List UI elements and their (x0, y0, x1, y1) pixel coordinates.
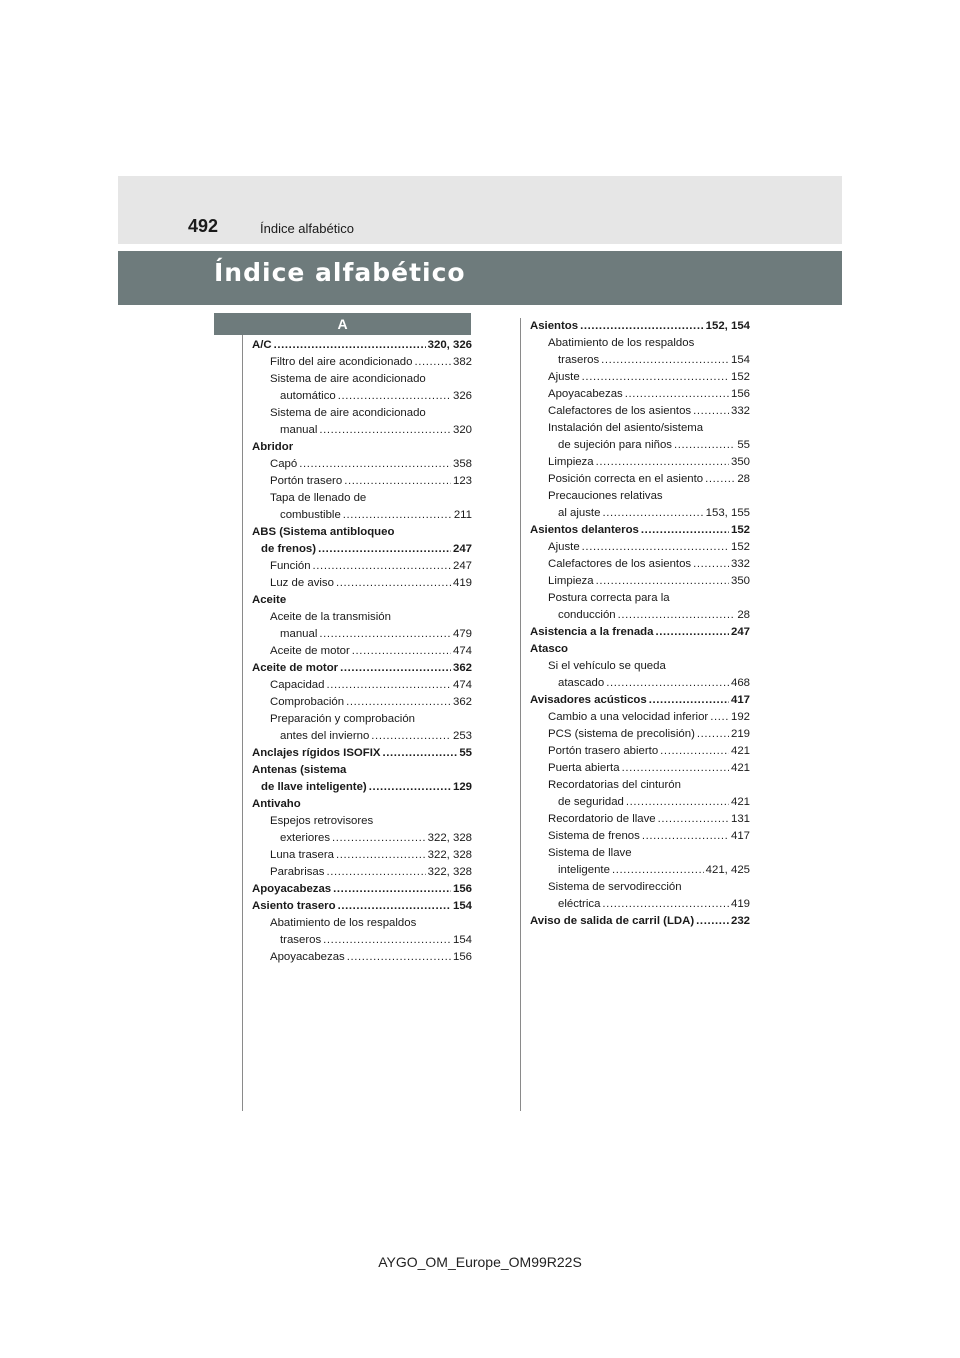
entry-page-number: 362 (452, 662, 472, 674)
dot-leader (371, 728, 451, 745)
index-entry[interactable] (252, 456, 472, 473)
column-divider-left (242, 313, 243, 1111)
index-heading: Precauciones relativas (548, 490, 663, 502)
entry-page-number: 156 (452, 951, 472, 963)
entry-label: Sistema de frenos (548, 830, 640, 842)
index-entry[interactable] (252, 473, 472, 490)
index-heading: Sistema de aire acondicionado (270, 373, 426, 385)
index-entry[interactable] (252, 745, 472, 762)
entry-page-number: 419 (730, 898, 750, 910)
entry-label: conducción (558, 609, 616, 621)
entry-label: combustible (280, 509, 341, 521)
dot-leader (352, 643, 451, 660)
letter-heading: A (214, 313, 471, 335)
dot-leader (369, 779, 451, 796)
entry-label: manual (280, 628, 318, 640)
dot-leader (658, 811, 729, 828)
index-entry[interactable] (530, 352, 750, 369)
entry-page-number: 421 (730, 796, 750, 808)
index-entry[interactable] (530, 573, 750, 590)
entry-label: Asistencia a la frenada (530, 626, 654, 638)
dot-leader (336, 847, 426, 864)
entry-page-number: 153, 155 (705, 507, 750, 519)
entry-page-number: 362 (452, 696, 472, 708)
dot-leader (338, 388, 451, 405)
index-entry[interactable] (530, 726, 750, 743)
entry-page-number: 326 (452, 390, 472, 402)
index-entry[interactable] (530, 896, 750, 913)
entry-page-number: 468 (730, 677, 750, 689)
index-entry[interactable] (530, 828, 750, 845)
index-entry[interactable] (530, 811, 750, 828)
entry-label: Ajuste (548, 371, 580, 383)
entry-page-number: 192 (730, 711, 750, 723)
dot-leader (336, 575, 451, 592)
entry-page-number: 129 (452, 781, 472, 793)
index-entry[interactable] (252, 898, 472, 915)
entry-label: Comprobación (270, 696, 345, 708)
chapter-title: Índice alfabético (214, 258, 466, 287)
index-heading: Sistema de llave (548, 847, 632, 859)
entry-label: Recordatorio de llave (548, 813, 656, 825)
dot-leader (602, 505, 703, 522)
entry-label: Capó (270, 458, 298, 470)
entry-label: traseros (280, 934, 322, 946)
entry-label: de sujeción para niños (558, 439, 672, 451)
index-entry[interactable] (252, 354, 472, 371)
index-heading: Instalación del asiento/sistema (548, 422, 704, 434)
dot-leader (697, 726, 729, 743)
entry-label: Calefactores de los asientos (548, 405, 692, 417)
entry-page-number: 247 (452, 543, 472, 555)
entry-page-number: 152 (730, 541, 750, 553)
index-entry[interactable] (530, 437, 750, 454)
entry-page-number: 28 (737, 609, 750, 621)
index-heading: Aceite (252, 594, 287, 606)
column-divider-right (520, 318, 521, 1111)
entry-label: Filtro del aire acondicionado (270, 356, 413, 368)
entry-page-number: 474 (452, 679, 472, 691)
entry-page-number: 154 (452, 934, 472, 946)
dot-leader (347, 949, 451, 966)
dot-leader (606, 675, 729, 692)
dot-leader (319, 422, 451, 439)
index-entry[interactable] (530, 607, 750, 624)
page-number: 492 (188, 216, 219, 236)
entry-label: Luna trasera (270, 849, 334, 861)
entry-label: Puerta abierta (548, 762, 620, 774)
dot-leader (649, 692, 729, 709)
dot-leader (319, 626, 451, 643)
entry-page-number: 152, 154 (705, 320, 750, 332)
index-entry[interactable] (252, 881, 472, 898)
entry-page-number: 55 (737, 439, 750, 451)
dot-leader (625, 386, 729, 403)
entry-label: Asientos (530, 320, 579, 332)
index-heading: ABS (Sistema antibloqueo (252, 526, 395, 538)
entry-page-number: 358 (452, 458, 472, 470)
entry-label: Apoyacabezas (270, 951, 345, 963)
entry-page-number: 322, 328 (427, 832, 472, 844)
index-column-right (530, 318, 750, 930)
index-heading: Antenas (sistema (252, 764, 347, 776)
index-heading: Recordatorias del cinturón (548, 779, 681, 791)
entry-label: automático (280, 390, 336, 402)
entry-label: Asientos delanteros (530, 524, 639, 536)
index-entry[interactable] (252, 337, 472, 354)
dot-leader (710, 709, 729, 726)
entry-label: Portón trasero (270, 475, 343, 487)
dot-leader (642, 828, 729, 845)
entry-page-number: 154 (452, 900, 472, 912)
index-heading: Atasco (530, 643, 568, 655)
dot-leader (346, 694, 451, 711)
entry-page-number: 350 (730, 456, 750, 468)
index-entry[interactable] (530, 318, 750, 335)
index-entry[interactable] (252, 575, 472, 592)
dot-leader (274, 337, 426, 354)
index-heading: Espejos retrovisores (270, 815, 374, 827)
entry-page-number: 131 (730, 813, 750, 825)
entry-page-number: 417 (730, 830, 750, 842)
entry-label: manual (280, 424, 318, 436)
dot-leader (582, 369, 729, 386)
index-entry[interactable] (530, 760, 750, 777)
entry-page-number: 382 (452, 356, 472, 368)
entry-page-number: 219 (730, 728, 750, 740)
index-heading: Aceite de la transmisión (270, 611, 391, 623)
entry-label: de seguridad (558, 796, 624, 808)
entry-label: Luz de aviso (270, 577, 334, 589)
index-entry[interactable] (530, 471, 750, 488)
entry-label: Cambio a una velocidad inferior (548, 711, 709, 723)
index-heading: Postura correcta para la (548, 592, 670, 604)
entry-page-number: 152 (730, 371, 750, 383)
index-entry[interactable] (530, 539, 750, 556)
dot-leader (333, 881, 451, 898)
entry-label: de llave inteligente) (261, 781, 367, 793)
entry-label: de frenos) (261, 543, 317, 555)
entry-page-number: 421 (730, 762, 750, 774)
index-heading: Abatimiento de los respaldos (270, 917, 417, 929)
index-heading: Sistema de servodirección (548, 881, 682, 893)
dot-leader (344, 473, 451, 490)
index-heading: Antivaho (252, 798, 301, 810)
dot-leader (343, 507, 452, 524)
dot-leader (323, 932, 451, 949)
entry-label: A/C (252, 339, 272, 351)
entry-page-number: 123 (452, 475, 472, 487)
dot-leader (705, 471, 735, 488)
index-entry[interactable] (252, 830, 472, 847)
entry-page-number: 28 (737, 473, 750, 485)
entry-label: Apoyacabezas (252, 883, 332, 895)
entry-label: Aceite de motor (270, 645, 350, 657)
entry-page-number: 322, 328 (427, 866, 472, 878)
entry-page-number: 154 (730, 354, 750, 366)
index-heading: Preparación y comprobación (270, 713, 415, 725)
entry-label: Asiento trasero (252, 900, 336, 912)
entry-page-number: 421, 425 (705, 864, 750, 876)
entry-label: Parabrisas (270, 866, 325, 878)
index-entry[interactable] (530, 403, 750, 420)
entry-label: Capacidad (270, 679, 325, 691)
entry-label: traseros (558, 354, 600, 366)
index-entry[interactable] (530, 386, 750, 403)
entry-label: Función (270, 560, 311, 572)
dot-leader (612, 862, 704, 879)
dot-leader (655, 624, 729, 641)
entry-page-number: 156 (730, 388, 750, 400)
entry-label: Ajuste (548, 541, 580, 553)
entry-page-number: 247 (452, 560, 472, 572)
dot-leader (622, 760, 729, 777)
dot-leader (340, 660, 451, 677)
dot-leader (602, 896, 729, 913)
index-entry[interactable] (252, 626, 472, 643)
index-entry[interactable] (530, 709, 750, 726)
dot-leader (338, 898, 451, 915)
dot-leader (596, 573, 729, 590)
entry-label: Apoyacabezas (548, 388, 623, 400)
entry-page-number: 332 (730, 405, 750, 417)
entry-page-number: 419 (452, 577, 472, 589)
dot-leader (580, 318, 704, 335)
index-entry[interactable] (530, 505, 750, 522)
index-entry[interactable] (252, 949, 472, 966)
index-entry[interactable] (252, 779, 472, 796)
index-heading: Tapa de llenado de (270, 492, 367, 504)
index-entry[interactable] (252, 541, 472, 558)
index-heading: Si el vehículo se queda (548, 660, 666, 672)
dot-leader (326, 864, 425, 881)
index-entry[interactable] (252, 388, 472, 405)
entry-page-number: 320 (452, 424, 472, 436)
entry-page-number: 253 (452, 730, 472, 742)
index-column-left (252, 337, 472, 966)
index-entry[interactable] (530, 522, 750, 539)
entry-page-number: 417 (730, 694, 750, 706)
entry-label: exteriores (280, 832, 331, 844)
header-band (118, 176, 842, 244)
index-entry[interactable] (530, 794, 750, 811)
index-entry[interactable] (252, 660, 472, 677)
index-entry[interactable] (252, 643, 472, 660)
index-entry[interactable] (530, 624, 750, 641)
entry-page-number: 247 (730, 626, 750, 638)
entry-page-number: 55 (459, 747, 472, 759)
entry-page-number: 156 (452, 883, 472, 895)
dot-leader (326, 677, 451, 694)
index-entry[interactable] (252, 422, 472, 439)
entry-page-number: 474 (452, 645, 472, 657)
dot-leader (693, 403, 729, 420)
dot-leader (601, 352, 729, 369)
index-entry[interactable] (530, 675, 750, 692)
entry-label: Posición correcta en el asiento (548, 473, 704, 485)
entry-page-number: 350 (730, 575, 750, 587)
index-entry[interactable] (252, 864, 472, 881)
entry-label: al ajuste (558, 507, 601, 519)
index-entry[interactable] (530, 692, 750, 709)
dot-leader (318, 541, 451, 558)
index-entry[interactable] (530, 743, 750, 760)
entry-label: Calefactores de los asientos (548, 558, 692, 570)
dot-leader (693, 556, 729, 573)
entry-page-number: 211 (453, 509, 472, 521)
index-entry[interactable] (252, 932, 472, 949)
entry-label: Limpieza (548, 456, 594, 468)
index-heading: Abridor (252, 441, 294, 453)
entry-page-number: 421 (730, 745, 750, 757)
index-entry[interactable] (252, 847, 472, 864)
dot-leader (299, 456, 451, 473)
dot-leader (674, 437, 735, 454)
dot-leader (313, 558, 451, 575)
entry-label: Aceite de motor (252, 662, 339, 674)
index-entry[interactable] (252, 728, 472, 745)
index-entry[interactable] (530, 913, 750, 930)
footer-code: AYGO_OM_Europe_OM99R22S (378, 1254, 582, 1270)
entry-label: PCS (sistema de precolisión) (548, 728, 695, 740)
index-entry[interactable] (530, 454, 750, 471)
entry-label: atascado (558, 677, 605, 689)
dot-leader (696, 913, 729, 930)
dot-leader (332, 830, 426, 847)
index-entry[interactable] (252, 694, 472, 711)
index-heading: Abatimiento de los respaldos (548, 337, 695, 349)
entry-label: Avisadores acústicos (530, 694, 647, 706)
dot-leader (618, 607, 736, 624)
dot-leader (596, 454, 729, 471)
entry-label: Aviso de salida de carril (LDA) (530, 915, 695, 927)
index-entry[interactable] (530, 862, 750, 879)
entry-label: Portón trasero abierto (548, 745, 659, 757)
index-entry[interactable] (530, 556, 750, 573)
entry-page-number: 322, 328 (427, 849, 472, 861)
dot-leader (660, 743, 729, 760)
entry-page-number: 332 (730, 558, 750, 570)
entry-label: eléctrica (558, 898, 601, 910)
entry-page-number: 479 (452, 628, 472, 640)
index-entry[interactable] (252, 677, 472, 694)
entry-page-number: 320, 326 (427, 339, 472, 351)
entry-label: inteligente (558, 864, 610, 876)
index-entry[interactable] (252, 507, 472, 524)
dot-leader (582, 539, 729, 556)
entry-label: Limpieza (548, 575, 594, 587)
index-entry[interactable] (530, 369, 750, 386)
dot-leader (641, 522, 729, 539)
index-entry[interactable] (252, 558, 472, 575)
dot-leader (626, 794, 729, 811)
dot-leader (414, 354, 451, 371)
dot-leader (383, 745, 458, 762)
index-heading: Sistema de aire acondicionado (270, 407, 426, 419)
entry-label: antes del invierno (280, 730, 370, 742)
running-title: Índice alfabético (260, 221, 354, 236)
entry-page-number: 232 (730, 915, 750, 927)
entry-page-number: 152 (730, 524, 750, 536)
entry-label: Anclajes rígidos ISOFIX (252, 747, 381, 759)
